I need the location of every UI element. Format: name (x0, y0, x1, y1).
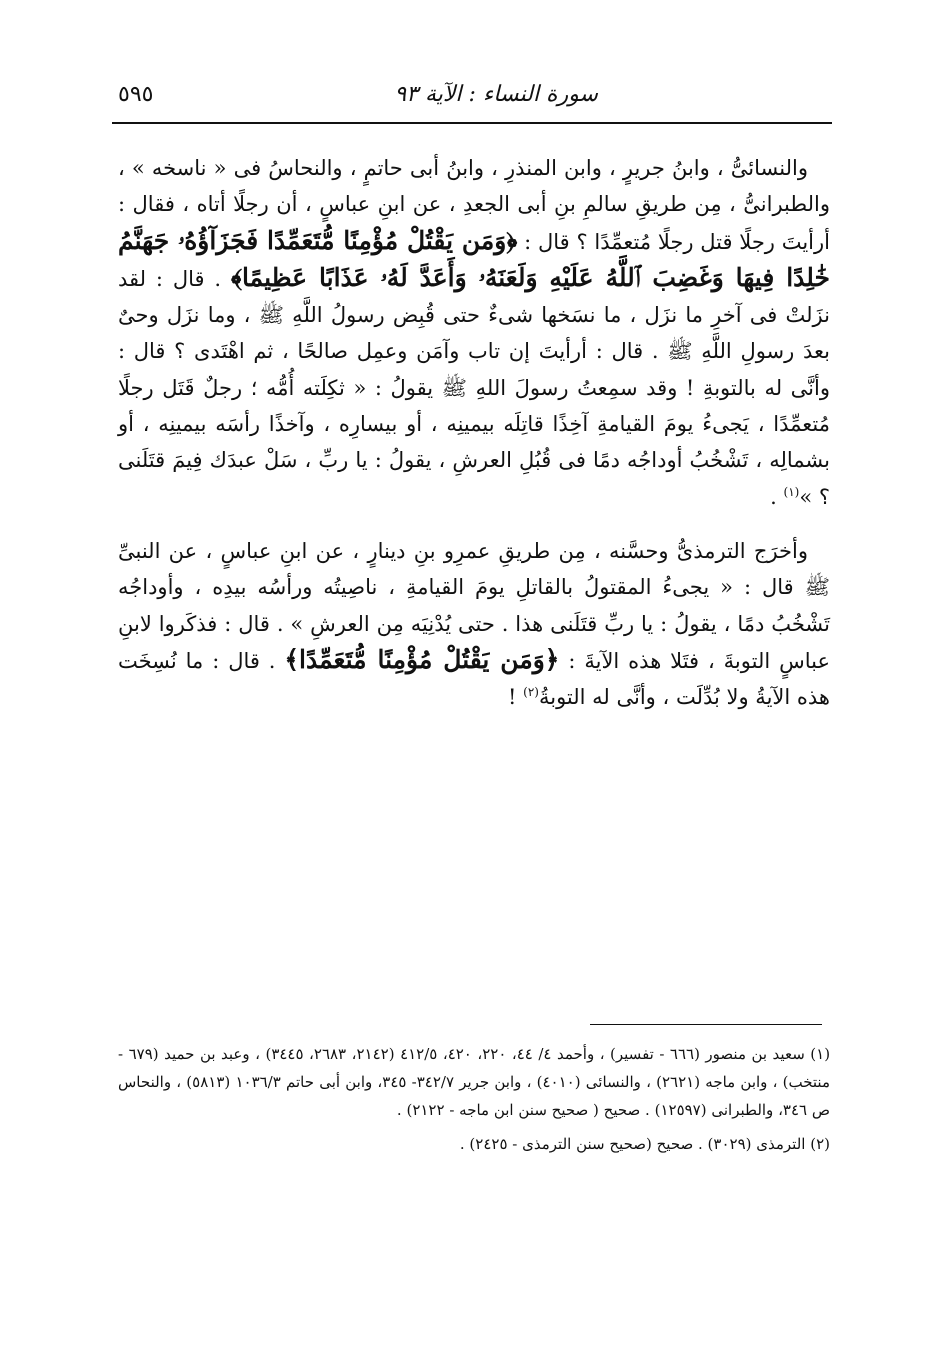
paragraph-2 (118, 533, 830, 715)
footnote-marker[interactable]: (١) (783, 484, 800, 499)
footnote-divider (590, 1024, 822, 1025)
text-run: ! (508, 685, 524, 710)
running-title: سورة النساء : الآية ٩٣ (394, 82, 598, 107)
quran-verse: ﴿وَمَن يَقْتُلْ مُؤْمِنًا مُّتَعَمِّدًا﴾ (284, 644, 560, 674)
page-header (118, 78, 830, 118)
footnotes (118, 1040, 830, 1158)
text-run: . قال : ما نُسِخَت هذه الآيةُ ولا بُدِّلَت ، وأنَّى له التوبةُ (118, 648, 830, 710)
text-run: والنسائىُّ ، وابنُ جريرٍ ، وابن المنذرِ ، وابنُ أبى حاتمٍ ، والنحاسُ فى « ناسخه » ، والطبرانىُّ ، مِن طريقِ سالمِ بنِ أبى الجعدِ ، عن ابنِ عباسٍ ، أن رجلًا أتاه ، فقال : أرأيتَ رجلًا قتل رجلًا مُتعمِّدًا ؟ قال : (118, 156, 830, 254)
text-run: . قال : لقد نزَلتْ فى آخرِ ما نزَل ، ما نسَخها شىءٌ حتى قُبِض رسولُ اللَّهِ ﷺ ، وما نزَل وحىٌ بعدَ رسولِ اللَّهِ ﷺ . قال : أرأيتَ إن تاب وآمَن وعمِل صالحًا ، ثم اهْتَدى ؟ قال : وأنَّى له بالتوبةِ ! وقد سمِعتُ رسولَ اللهِ ﷺ يقولُ : « ثكِلَته أُمُّه ؛ رجلٌ قَتَل رجلًا مُتعمِّدًا ، يَجىءُ يومَ القيامةِ آخِذًا قاتِلَه بيمينِه ، أو بيسارِه ، وآخذًا رأسَه بيمينِه ، أو بشمالِه ، تَشْخُبُ أوداجُه دمًا فى قُبُلِ العرشِ ، يقولُ : يا ربِّ ، سَلْ عبدَك فِيمَ قتَلَنى ؟ » (118, 266, 830, 509)
footnote-2: (٢) الترمذى (٣٠٢٩) . صحيح (صحيح سنن الترمذى - ٢٤٢٥) . (459, 1135, 830, 1153)
footnote-marker[interactable]: (٢) (523, 685, 539, 700)
quran-verse: ﴿وَمَن يَقْتُلْ مُؤْمِنًا مُّتَعَمِّدًا فَجَزَآؤُهُۥ جَهَنَّمُ خَٰلِدًا فِيهَا وَغَضِبَ ٱللَّهُ عَلَيْهِ وَلَعَنَهُۥ وَأَعَدَّ لَهُۥ عَذَابًا عَظِيمًا﴾ (118, 225, 830, 292)
page-number: ٥٩٥ (118, 82, 154, 107)
text-run: . (770, 484, 784, 509)
footnote-1: (١) سعيد بن منصور (٦٦٦ - تفسير) ، وأحمد ٤/ ٤٤، ٢٢٠، ٤٢٠، ٤١٢/٥ (٢١٤٢، ٢٦٨٣، ٣٤٤٥) ، وعبد بن حميد (٦٧٩ - منتخب) ، وابن ماجه (٢٦٢١) ، والنسائى (٤٠١٠) ، وابن جرير ٣٤٢/٧- ٣٤٥، وابن أبى حاتم ١٠٣٦/٣ (٥٨١٣) ، والنحاس ص ٣٤٦، والطبرانى (١٢٥٩٧) . صحيح ( صحيح سنن ابن ماجه - ٢١٢٢) . (118, 1045, 831, 1119)
main-text (118, 150, 830, 715)
paragraph-1 (118, 150, 830, 515)
text-run: وأخرَج الترمذىُّ وحسَّنه ، مِن طريقِ عمرِو بنِ دينارٍ ، عن ابنِ عباسٍ ، عن النبىِّ ﷺ قال : « يجىءُ المقتولُ بالقاتلِ يومَ القيامةِ ، ناصِيتُه ورأسُه بيدِه ، وأوداجُه تَشْخُبُ دمًا ، يقولُ : يا ربِّ قتَلَنى هذا . حتى يُدْنِيَه مِن العرشِ » . قال : فذكَروا لابنِ عباسٍ التوبةَ ، فتَلا هذه الآيةَ : (118, 538, 830, 673)
header-divider (112, 122, 832, 124)
